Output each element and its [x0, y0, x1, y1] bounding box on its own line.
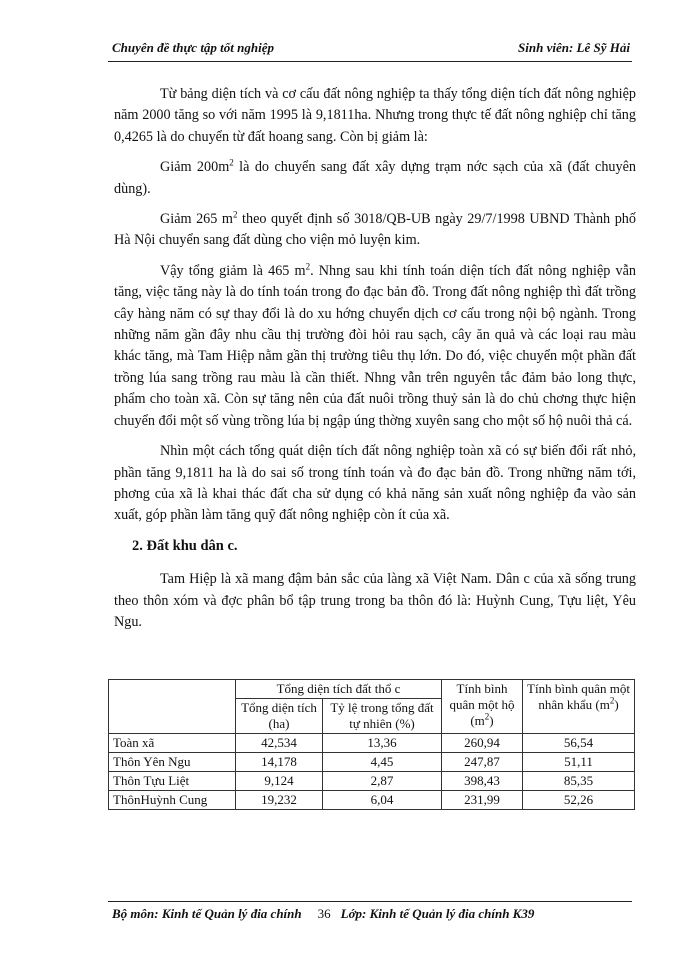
table-row — [109, 772, 635, 791]
row-name: Toàn xã — [109, 734, 236, 753]
footer-divider — [108, 901, 632, 902]
table-row — [109, 791, 635, 810]
paragraph-area-summary: Từ bảng diện tích và cơ cấu đất nông nghiệp ta thấy tổng diện tích đất nông nghiệp năm 2000 tăng so với năm 1995 là 9,1811ha. Nhưng trong thực tế đất nông nghiệp chỉ tăng 0,4265 là do chuyển từ đất hoang sang. Còn bị giảm là: — [114, 86, 636, 145]
row-name: ThônHuỳnh Cung — [109, 791, 236, 810]
row-person: 85,35 — [523, 772, 635, 791]
col-header-ratio: Tỷ lệ trong tổng đất tự nhiên (%) — [323, 699, 442, 734]
row-person: 52,26 — [523, 791, 635, 810]
document-body — [114, 84, 636, 642]
page-header — [112, 40, 630, 58]
row-ratio: 4,45 — [323, 753, 442, 772]
row-area: 9,124 — [236, 772, 323, 791]
paragraph-decrease-265: Giảm 265 $m^2$ theo quyết định số 3018/QB-UB ngày 29/7/1998 UBND Thành phố Hà Nội chuyển sang đất dùng cho viện mỏ luyện kim. — [114, 209, 636, 249]
page-number: 36 — [317, 906, 331, 921]
row-area: 19,232 — [236, 791, 323, 810]
row-household: 260,94 — [442, 734, 523, 753]
header-divider — [108, 61, 632, 62]
residential-land-table — [108, 679, 635, 810]
footer-department: Bộ môn: Kinh tế Quản lý đia chính — [112, 906, 302, 921]
paragraph-decrease-200: Giảm $200m^2$ là do chuyển sang đất xây dựng trạm nớc sạch của xã (đất chuyên dùng). — [114, 157, 636, 197]
row-household: 231,99 — [442, 791, 523, 810]
header-course-title: Chuyên đề thực tập tốt nghiệp — [112, 40, 274, 55]
footer-class: Lớp: Kinh tế Quản lý đia chính K39 — [340, 906, 535, 921]
row-household: 398,43 — [442, 772, 523, 791]
table-group-header: Tổng diện tích đất thổ c — [236, 680, 442, 699]
paragraph-overview: Nhìn một cách tổng quát diện tích đất nông nghiệp toàn xã có sự biến đổi rất nhỏ, phần tăng 9,1811 ha là do sai số trong tính toán và đo đạc bản đồ. Trong những năm tới, phơng của xã là khai thác đất cha sử dụng có khả năng sản xuất nông nghiệp đa vào sản xuất, góp phần làm tăng quỹ đất nông nghiệp còn ít của xã. — [114, 443, 636, 524]
table-row — [109, 753, 635, 772]
row-area: 14,178 — [236, 753, 323, 772]
row-ratio: 6,04 — [323, 791, 442, 810]
paragraph-tam-hiep: Tam Hiệp là xã mang đậm bản sắc của làng xã Việt Nam. Dân c của xã sống trung theo thôn xóm và đợc phân bổ tập trung trong ba thôn đó là: Huỳnh Cung, Tựu liệt, Yêu Ngu. — [114, 571, 636, 630]
row-person: 51,11 — [523, 753, 635, 772]
section-heading-residential-land: 2. Đất khu dân c. — [132, 537, 238, 554]
row-household: 247,87 — [442, 753, 523, 772]
col-header-person: Tính bình quân một nhân khẩu $(m^2)$ — [523, 680, 635, 734]
row-ratio: 13,36 — [323, 734, 442, 753]
row-ratio: 2,87 — [323, 772, 442, 791]
table-corner-cell — [109, 680, 236, 734]
col-header-area: Tổng diện tích (ha) — [236, 699, 323, 734]
table-row — [109, 734, 635, 753]
page-footer — [112, 906, 636, 924]
col-header-household: Tính bình quân một hộ $(m^2)$ — [442, 680, 523, 734]
row-area: 42,534 — [236, 734, 323, 753]
paragraph-total-decrease: Vậy tổng giảm là 465 $m^2$. Nhng sau khi tính toán diện tích đất nông nghiệp vẫn tăng, việc tăng này là do tính toán trong đo đạc bản đồ. Trong đất nông nghiệp thì đất trồng cây hàng năm có sự thay đổi là do xu hớng chuyển dịch cơ cấu trong nội bộ ngành. Trong những năm gần đây nhu cầu thị trường đòi hỏi rau sạch, cây ăn quả và các loại rau màu khác tăng, mà Tam Hiệp nằm gần thị trường tiêu thụ lớn. Do đó, việc chuyển một phần đất trồng lúa sang trồng rau màu là cần thiết. Nhng vẫn trên nguyên tắc đảm bảo long thực, phẩm cho toàn xã. Còn sự tăng nên của đất nuôi trồng thuỷ sản là do chủ chơng thực hiện chuyển đổi một số vùng trồng lúa bị ngập úng thờng xuyên sang cho một số hộ nuôi thả cá. — [114, 261, 636, 429]
row-name: Thôn Tựu Liệt — [109, 772, 236, 791]
header-student-name: Sinh viên: Lê Sỹ Hải — [518, 40, 630, 55]
row-name: Thôn Yên Ngu — [109, 753, 236, 772]
row-person: 56,54 — [523, 734, 635, 753]
table-header-row — [109, 680, 635, 699]
